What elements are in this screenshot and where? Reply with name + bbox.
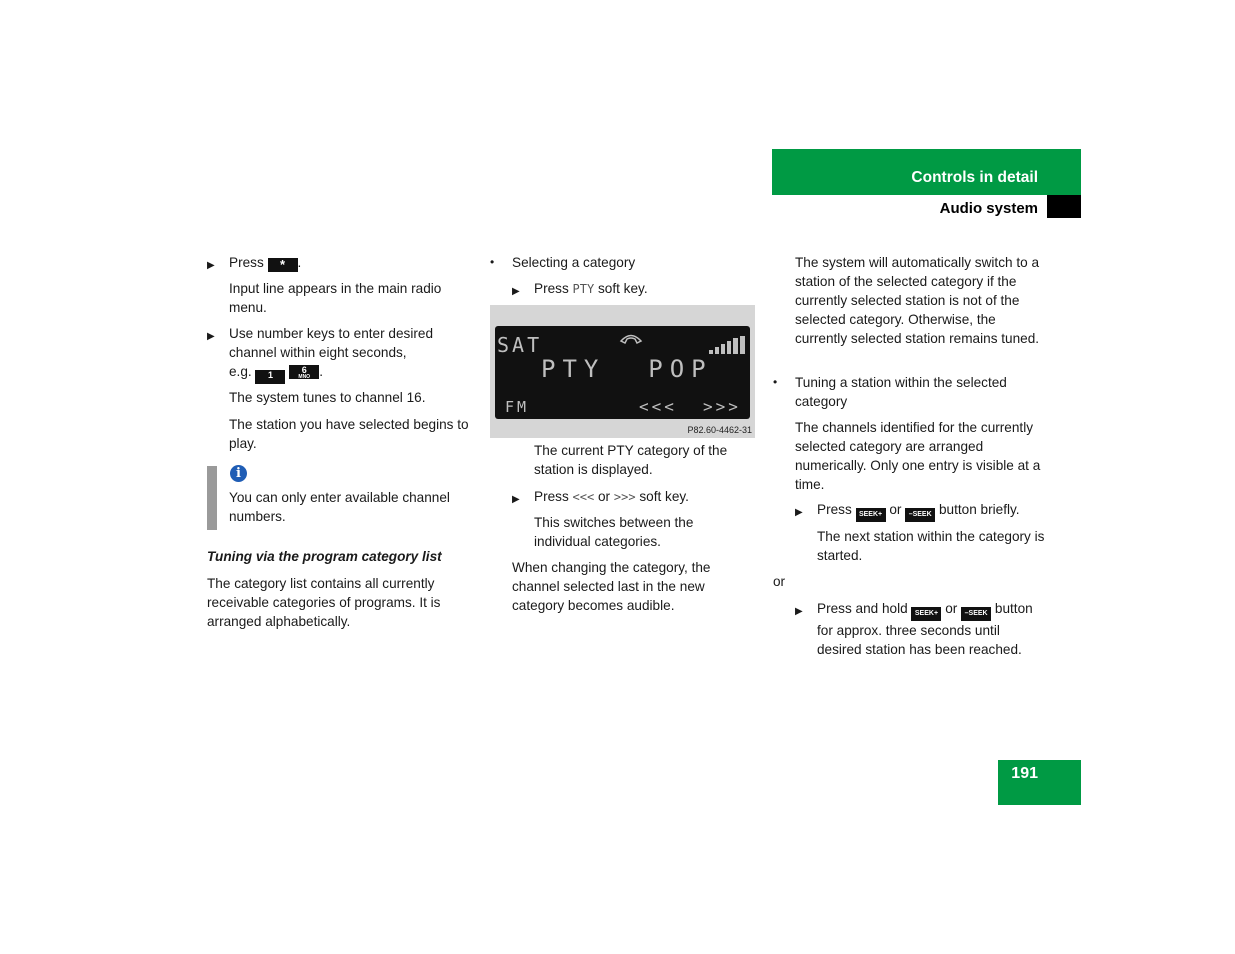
step-text: button for approx. three seconds until desired station has been reached. [817,601,1033,657]
step-text: . [319,364,324,379]
star-key-icon: * [268,258,298,272]
pty-soft-key-label: PTY [572,282,595,296]
info-icon: i [230,465,247,482]
bullet-icon: • [773,375,778,389]
closing-text: When changing the category, the channel selected last in the new category becomes audible. [512,560,711,613]
next-soft-key-label: >>> [613,490,636,504]
radio-display [495,326,750,419]
step-example [229,362,474,384]
display-band-bottom: FM [505,398,530,416]
seek-plus-key-icon: SEEK+ [911,607,941,621]
step-text: Press [534,281,569,296]
section-heading: Tuning via the program category list [207,549,442,564]
bullet-icon: • [490,255,495,269]
step-text: soft key. [639,489,689,504]
bullet-text: The channels identified for the currently selected category are arranged numerically. Only one entry is visible at a time. [795,420,1041,492]
step-result: Input line appears in the main radio menu. [229,281,442,315]
info-bar [207,466,217,530]
section-subtitle: Audio system [939,200,1038,217]
step-press-star [229,253,474,272]
step-text: soft key. [598,281,648,296]
info-text: You can only enter available channel numbers. [229,490,450,524]
page-number: 191 [1011,765,1038,782]
step-press-pty [534,279,759,299]
display-caption: The current PTY category of the station is displayed. [534,443,728,477]
step-result: The station you have selected begins to play. [229,417,469,451]
section-title: Controls in detail [911,169,1038,186]
step-text: Press [817,502,852,517]
number-key-1-icon: 1 [255,370,285,384]
step-text: or [889,502,902,517]
step-text: or [945,601,958,616]
step-text: . [297,255,302,270]
step-result: The system tunes to channel 16. [229,390,426,405]
prev-soft-key-label: <<< [572,490,595,504]
step-number-keys: Use number keys to enter desired channel within eight seconds, [229,326,434,360]
step-arrow-icon: ▶ [512,494,520,505]
display-category: PTY POP [541,355,713,383]
number-key-6-icon: 6 MNO [289,365,319,379]
step-text: button briefly. [938,502,1020,517]
step-text: or [598,489,611,504]
seek-minus-key-icon: –SEEK [961,607,991,621]
step-result: This switches between the individual categories. [534,515,694,549]
signal-strength-icon [709,336,745,356]
step-text: Press and hold [817,601,908,616]
step-text: Press [229,255,264,270]
bullet-item: Tuning a station within the selected category [795,375,1007,409]
step-arrow-icon: ▶ [795,507,803,518]
step-seek-hold [817,599,1047,659]
step-seek [817,500,1047,522]
step-arrow-icon: ▶ [207,331,215,342]
seek-minus-key-icon: –SEEK [905,508,935,522]
seek-plus-key-icon: SEEK+ [856,508,886,522]
step-press-arrows [534,487,759,507]
step-text: Press [534,489,569,504]
phone-icon [619,332,643,346]
display-band-top: SAT [497,333,543,357]
step-arrow-icon: ▶ [512,286,520,297]
intro-text: The system will automatically switch to a station of the selected category if the currently selected station is not of the selected category. Otherwise, the currently selected station remains tuned. [795,255,1040,346]
header-marker [1047,195,1081,218]
bullet-item: Selecting a category [512,255,636,270]
step-arrow-icon: ▶ [795,606,803,617]
or-separator: or [773,574,786,589]
step-text: e.g. [229,364,252,379]
display-next-arrows: >>> [703,397,741,416]
display-prev-arrows: <<< [639,397,677,416]
image-code: P82.60-4462-31 [687,425,752,435]
step-result: The next station within the category is started. [817,529,1045,563]
step-arrow-icon: ▶ [207,260,215,271]
section-text: The category list contains all currently receivable categories of programs. It is arranged alphabetically. [207,576,441,629]
